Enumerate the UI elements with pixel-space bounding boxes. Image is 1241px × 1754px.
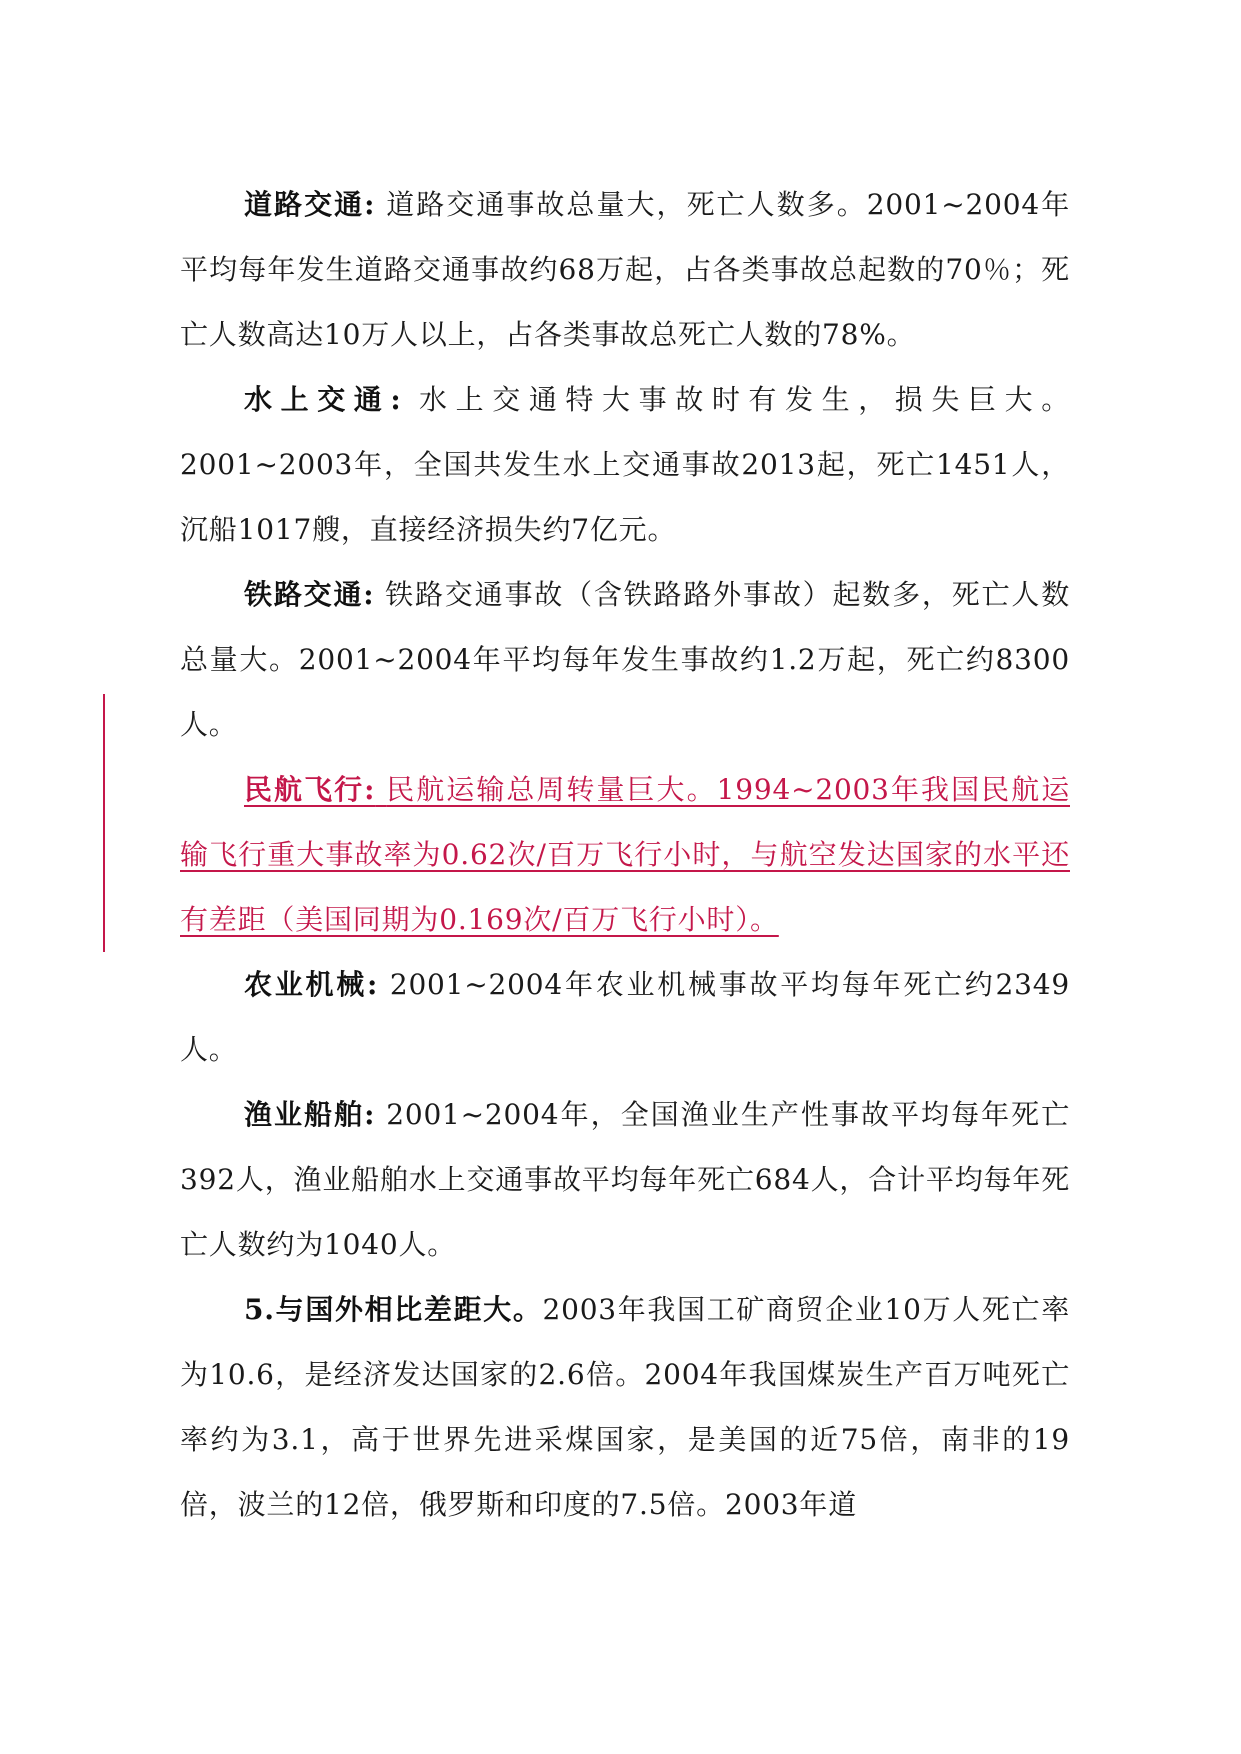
- paragraph-heading: 5.与国外相比差距大。: [244, 1293, 543, 1326]
- paragraph-heading: 渔业船舶:: [244, 1098, 376, 1131]
- paragraph-body: 2003年我国工矿商贸企业10万人死亡率为10.6，是经济发达国家的2.6倍。2004年我国煤炭生产百万吨死亡率约为3.1，高于世界先进采煤国家，是美国的近75倍，南非的19倍，波兰的12倍，俄罗斯和印度的7.5倍。2003年道: [180, 1293, 1070, 1521]
- paragraph-heading: 水上交通:: [244, 383, 402, 416]
- paragraph-body: 水上交通特大事故时有发生，损失巨大。2001~2003年，全国共发生水上交通事故2013起，死亡1451人，沉船1017艘，直接经济损失约7亿元。: [180, 383, 1070, 546]
- paragraph-agricultural-machinery: [180, 952, 1070, 1082]
- paragraph-civil-aviation: [180, 757, 1070, 952]
- paragraph-heading: 农业机械:: [244, 968, 379, 1001]
- paragraph-heading: 铁路交通:: [244, 578, 375, 611]
- paragraph-body: 2001~2004年，全国渔业生产性事故平均每年死亡392人，渔业船舶水上交通事故平均每年死亡684人，合计平均每年死亡人数约为1040人。: [180, 1098, 1070, 1261]
- paragraph-body: 道路交通事故总量大，死亡人数多。2001~2004年平均每年发生道路交通事故约68万起，占各类事故总起数的70％；死亡人数高达10万人以上，占各类事故总死亡人数的78%。: [180, 188, 1070, 351]
- paragraph-body: 2001~2004年农业机械事故平均每年死亡约2349人。: [180, 968, 1070, 1066]
- paragraph-fishing-vessels: [180, 1082, 1070, 1277]
- paragraph-water-traffic: [180, 367, 1070, 562]
- paragraph-road-traffic: [180, 172, 1070, 367]
- paragraph-heading: 民航飞行:: [244, 773, 376, 806]
- paragraph-heading: 道路交通:: [244, 188, 376, 221]
- paragraph-railway-traffic: [180, 562, 1070, 757]
- paragraph-body: 民航运输总周转量巨大。1994~2003年我国民航运输飞行重大事故率为0.62次/百万飞行小时，与航空发达国家的水平还有差距（美国同期为0.169次/百万飞行小时）。: [180, 773, 1070, 936]
- paragraph-international-gap: [180, 1277, 1070, 1537]
- paragraph-body: 铁路交通事故（含铁路路外事故）起数多，死亡人数总量大。2001~2004年平均每年发生事故约1.2万起，死亡约8300人。: [180, 578, 1071, 741]
- revision-change-bar: [103, 694, 105, 952]
